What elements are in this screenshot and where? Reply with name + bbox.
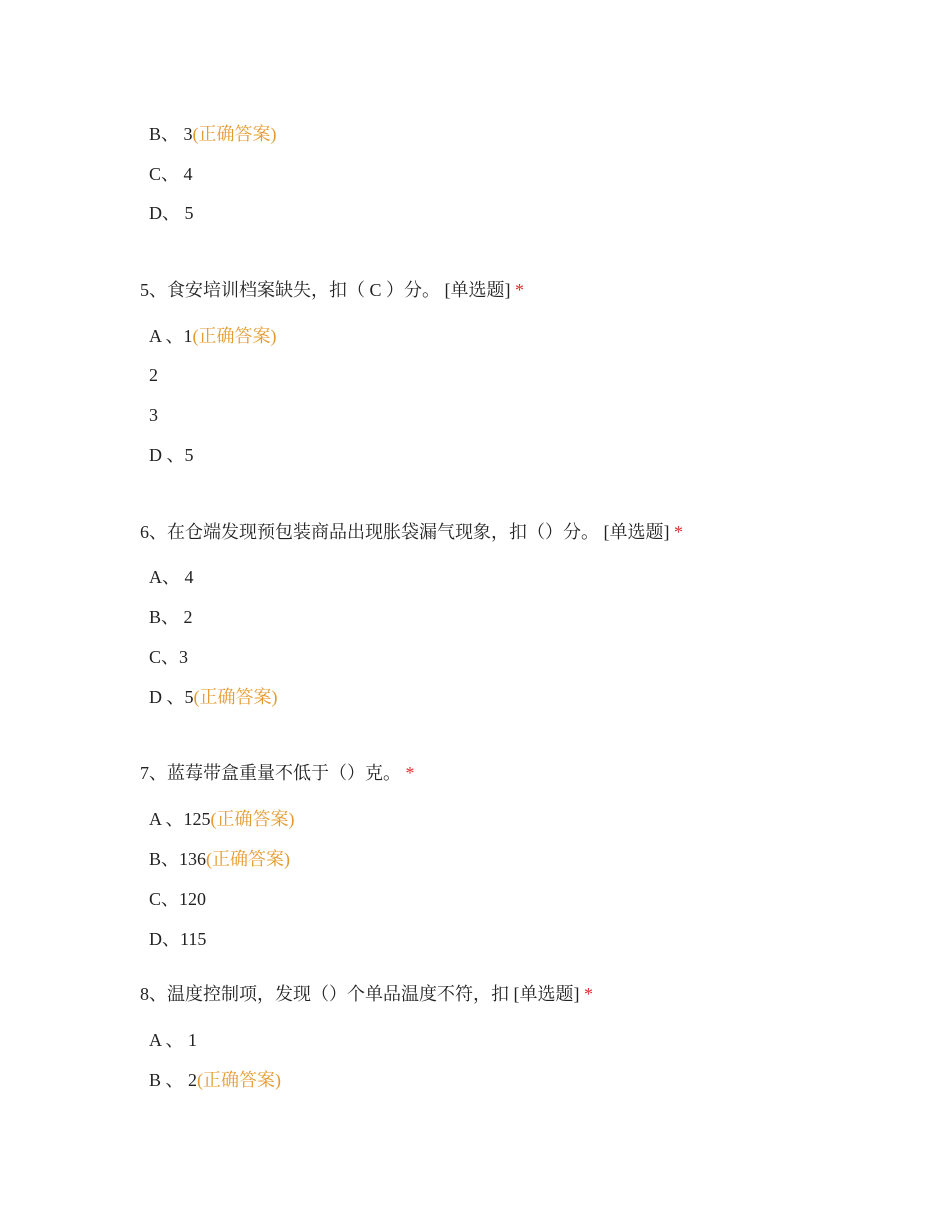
q5-option-d (149, 443, 194, 467)
q7-option-d (149, 927, 206, 951)
q8-option-a (149, 1028, 197, 1052)
q8-option-b (149, 1068, 281, 1092)
option-text: A 、125 (149, 809, 211, 829)
option-text: D、115 (149, 929, 207, 949)
option-text: D 、5 (149, 445, 194, 465)
required-mark: * (674, 522, 683, 542)
option-text: B、 2 (149, 607, 193, 627)
option-text: C、120 (149, 889, 207, 909)
q8-title (140, 982, 593, 1006)
q6-option-a (149, 565, 194, 589)
q7-option-a (149, 807, 295, 831)
option-text: 3 (149, 405, 158, 425)
q5-option-c (149, 403, 158, 427)
option-text: A 、 1 (149, 1030, 198, 1050)
q6-option-c (149, 645, 188, 669)
q5-option-b (149, 363, 158, 387)
option-text: D 、5 (149, 687, 194, 707)
q4-option-c (149, 162, 193, 186)
required-mark: * (584, 984, 593, 1004)
option-text: A、 4 (149, 567, 194, 587)
correct-answer-mark: (正确答案) (210, 809, 295, 829)
question-text: 5、食安培训档案缺失，扣（ C ）分。 [单选题] (140, 280, 511, 300)
q5-title (140, 278, 524, 302)
q7-option-c (149, 887, 206, 911)
q5-option-a (149, 324, 277, 348)
required-mark: * (515, 280, 524, 300)
q4-option-b (149, 122, 277, 146)
option-text: A 、1 (149, 326, 193, 346)
q4-option-d (149, 201, 194, 225)
option-text: C、3 (149, 647, 189, 667)
question-text: 7、蓝莓带盒重量不低于（）克。 (140, 763, 401, 783)
option-text: B、136 (149, 849, 207, 869)
q7-title (140, 761, 415, 785)
correct-answer-mark: (正确答案) (206, 849, 291, 869)
question-text: 8、温度控制项，发现（）个单品温度不符，扣 [单选题] (140, 984, 580, 1004)
correct-answer-mark: (正确答案) (192, 326, 277, 346)
q7-option-b (149, 847, 290, 871)
correct-answer-mark: (正确答案) (192, 124, 277, 144)
option-text: 2 (149, 365, 158, 385)
question-text: 6、在仓端发现预包装商品出现胀袋漏气现象，扣（）分。 [单选题] (140, 522, 670, 542)
option-text: C、 4 (149, 164, 193, 184)
option-text: B、 3 (149, 124, 193, 144)
q6-title (140, 520, 683, 544)
correct-answer-mark: (正确答案) (197, 1070, 282, 1090)
q6-option-d (149, 685, 278, 709)
q6-option-b (149, 605, 193, 629)
required-mark: * (405, 763, 415, 783)
correct-answer-mark: (正确答案) (193, 687, 278, 707)
option-text: D、 5 (149, 203, 194, 223)
option-text: B 、 2 (149, 1070, 198, 1090)
